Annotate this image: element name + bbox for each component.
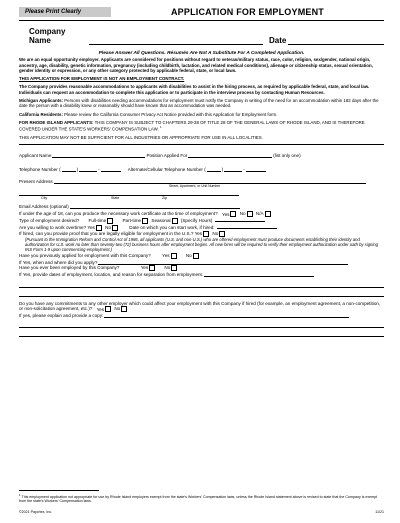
under-18-yes-label: Yes (221, 211, 230, 217)
applicant-name-label: Applicant Name (19, 153, 52, 159)
overtime-question (19, 224, 384, 231)
prior-dates-field[interactable] (204, 271, 314, 277)
under-18-text: If under the age of 18, can you produce the necessary work certificate at the time of employment? (19, 211, 218, 217)
prior-dates-label: If Yes, provide dates of employment, location, and reason for separation from employment. (19, 271, 204, 277)
address-row (19, 174, 384, 184)
answer-all-notice: Please Answer All Questions. Résumés Are Not A Substitute For A Completed Application. (98, 51, 305, 56)
start-date-label: Date on which you can start work, if hired: (129, 225, 215, 231)
explain-field[interactable] (104, 312, 349, 318)
name-position-row (19, 148, 384, 158)
ever-employed-text: Have you ever been employed by this Company? (19, 265, 120, 271)
city-label: City (41, 196, 48, 201)
full-time-label: Full-time (88, 218, 107, 224)
prior-dates-line-3[interactable] (19, 288, 384, 297)
state-label: State (111, 196, 120, 201)
zip-label: Zip (162, 196, 167, 201)
page-footer (19, 510, 384, 514)
explain-line-3[interactable] (19, 328, 384, 337)
street-field[interactable] (54, 177, 366, 184)
california-notice (19, 112, 384, 117)
applicant-fields (19, 148, 384, 337)
form-title: APPLICATION FOR EMPLOYMENT (170, 7, 325, 17)
date-label: Date (268, 36, 287, 45)
michigan-text: Persons with disabilities needing accommodations for employment must notify the Company in writing of the need for an accommodation within 182 days after the date the person with a disability knew or reasonably should have known that an accommodation was needed. (19, 98, 379, 109)
employment-application-page (0, 5, 400, 523)
previously-applied-text: Have you previously applied for employment with this Company? (19, 253, 151, 259)
copyright: ©2021 Paychex, Inc. (19, 510, 53, 514)
revision-date: 11/21 (375, 510, 384, 514)
ever-employed-no-label: No (164, 265, 171, 271)
company-date-row (19, 27, 384, 45)
under-18-na-label: N/A (255, 211, 264, 217)
list-only-one-hint: (list only one) (273, 153, 301, 159)
accommodation-notice: The Company provides reasonable accommodations to applicants with disabilities to assist in the hiring process, as required by applicable federal, state, and local law. Individuals can request an accommodation to complete this application or to participate in the interview process by contacting Human Resources. (19, 84, 370, 95)
explain-line-2[interactable] (19, 319, 384, 328)
prior-dates-line-2[interactable] (19, 279, 384, 288)
alt-phone-line-field[interactable] (246, 165, 266, 172)
street-hint: Street, Apartment, or Unit Number (169, 184, 221, 189)
company-name-field[interactable] (89, 35, 263, 45)
type-desired-text: Type of employment desired? (19, 218, 80, 224)
applicant-name-field[interactable] (52, 151, 145, 158)
present-address-label: Present Address (19, 179, 53, 185)
email-row (19, 202, 384, 209)
footnote-text: This employment application not appropriate for use by Rhode Island employers exempt from the state's Workers' Compensation laws, unless the Rhode Island statement above is revised to state that the Company is exempt from the state's Workers' Compensation laws. (19, 495, 378, 504)
position-field[interactable] (188, 151, 272, 158)
start-date-field[interactable] (217, 224, 277, 229)
previously-applied-yes-label: Yes (162, 253, 170, 259)
telephone-label: Telephone Number ( (19, 167, 61, 173)
footnote (19, 493, 384, 504)
company-name-label: Company Name (29, 27, 66, 45)
seasonal-label: Seasonal (151, 218, 171, 224)
form-header (19, 5, 384, 19)
previously-applied-no-label: No (185, 253, 192, 259)
irca-notice: (Pursuant to the Immigration Reform and Control Act of 1986, all applicants (U.S. and non-U.S.) who are offered employment must produce documents establishing their identity and authorization for U.S. work no later than seventy-two (72) business hours after employment begins. All new hires will be required to verify their employment authorization under oath by signing INS Form 1-9 upon commencing employment.) (25, 236, 378, 252)
email-label: Email Address (optional) (19, 204, 69, 210)
rhode-island-notice (19, 120, 384, 132)
alt-phone-area-field[interactable] (207, 165, 221, 172)
header-rule (19, 20, 384, 21)
ever-employed-yes-checkbox[interactable] (149, 265, 155, 271)
overtime-no-label: No (105, 225, 111, 231)
explain-row (19, 312, 384, 318)
rhode-island-label: FOR RHODE ISLAND APPLICANTS: (19, 119, 94, 125)
section-rule (19, 144, 384, 145)
commitments-no-label: No (114, 306, 121, 312)
email-field[interactable] (70, 202, 240, 209)
footnote-rule (19, 490, 99, 491)
phone-row: Telephone Number ( ) - Alternate/Cellular Telephone Number ( ) - (19, 162, 384, 172)
date-field[interactable] (288, 35, 384, 45)
hired-proof-text: If hired, can you provide proof that you are legally eligible for employment in the U.S.? Yes (19, 231, 203, 237)
employment-type-question (19, 217, 384, 224)
please-print-banner: Please Print Clearly (19, 7, 111, 17)
city-state-zip-labels (19, 196, 384, 202)
not-sufficient-notice: THIS APPLICATION MAY NOT BE SUFFICIENT FOR ALL INDUSTRIES OR APPROPRIATE FOR USE IN ALL LOCALITIES. (19, 135, 263, 141)
under-18-no-label: No (239, 211, 246, 217)
michigan-label: Michigan Applicants: (19, 98, 63, 104)
hours-field[interactable] (215, 217, 265, 222)
overtime-text: Are you willing to work overtime? Yes (19, 225, 95, 231)
alt-phone-prefix-field[interactable] (224, 165, 242, 172)
eligibility-no-label: No (212, 231, 219, 237)
prior-dates-row (19, 271, 384, 277)
telephone-area-field[interactable] (62, 165, 76, 172)
part-time-label: Part-time (122, 218, 142, 224)
footnote-ref: 1 (159, 125, 162, 130)
commitments-text: Do you have any commitments to any other employer which could affect your employment with this Company if hired (for example, an employment agreement, a non-competition, or non-solicitation agreement, etc.)? (19, 300, 381, 312)
california-text: Please review the California Consumer Privacy Act Notice provided with this Application for Employment form. (62, 111, 278, 117)
ever-employed-no-checkbox[interactable] (171, 265, 177, 271)
commitments-question (19, 301, 384, 312)
when-where-label: If Yes, when and where did you apply? (19, 259, 98, 265)
eeo-statement: We are an equal opportunity employer. Applicants are considered for positions without regard to veteran/military status, race, color, religion, sex/gender, national origin, ancestry, age, disability, genetic information, pregnancy (including childbirth, lactation, and related medical conditions), alienage or citizenship status, sexual orientation, gender identity or expression, or any other category protected by applicable federal, state, or local laws. (19, 57, 373, 73)
notice-section (19, 51, 384, 140)
city-state-zip-field[interactable] (19, 189, 239, 196)
telephone-line-field[interactable] (101, 165, 121, 172)
michigan-notice (19, 98, 384, 109)
ever-employed-yes-label: Yes (140, 265, 149, 271)
alt-phone-label: Alternate/Cellular Telephone Number ( (127, 167, 206, 173)
specify-hours-label: (Specify Hours) (180, 218, 213, 224)
telephone-prefix-field[interactable] (79, 165, 97, 172)
rhode-island-text: THIS COMPANY IS SUBJECT TO CHAPTERS 29-38 OF TITLE 28 OF THE GENERAL LAWS OF RHODE ISLAND, AND IS THEREFORE COVERED UNDER THE STATE'S WORKERS' COMPENSATION LAW. (19, 119, 365, 132)
commitments-yes-label: Yes (96, 306, 105, 312)
position-label: Position Applied For (146, 153, 188, 159)
not-contract-notice: THIS APPLICATION FOR EMPLOYMENT IS NOT AN EMPLOYMENT CONTRACT. (19, 76, 185, 82)
footnote-number: 1 (19, 493, 21, 497)
explain-label: If yes, please explain and provide a copy: (19, 313, 104, 319)
california-label: California Residents: (19, 111, 63, 117)
